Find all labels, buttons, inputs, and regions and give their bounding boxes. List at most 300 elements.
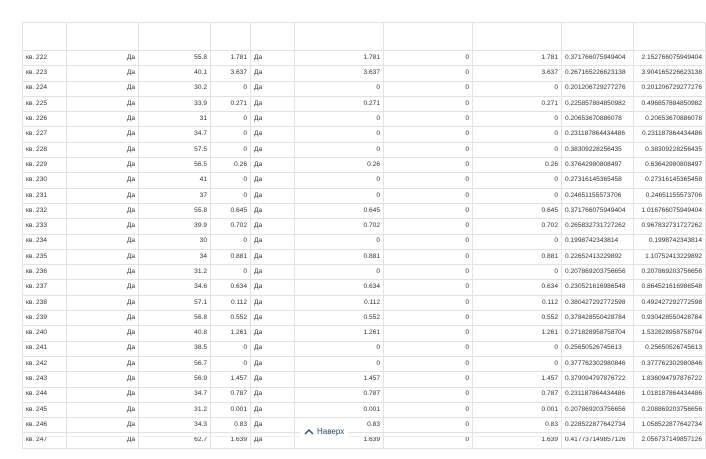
table-cell: Да: [251, 51, 295, 66]
table-cell: Да: [67, 173, 139, 188]
table-cell: 0.496857884850982: [634, 96, 706, 111]
table-cell: Да: [67, 112, 139, 127]
table-cell: кв. 230: [23, 173, 67, 188]
table-cell: 0: [295, 127, 384, 142]
table-row: [23, 96, 706, 111]
table-cell: 0: [473, 356, 562, 371]
table-cell: 0: [384, 234, 473, 249]
table-row: [23, 203, 706, 218]
table-cell: 0: [384, 372, 473, 387]
table-cell: Да: [67, 387, 139, 402]
scroll-to-top-button[interactable]: [300, 425, 348, 438]
table-cell: 0: [211, 112, 251, 127]
table-cell: 0.83: [211, 418, 251, 433]
table-cell: 1.261: [211, 326, 251, 341]
table-row: [23, 356, 706, 371]
table-cell: 0.26: [295, 158, 384, 173]
table-cell: кв. 244: [23, 387, 67, 402]
table-cell: 0: [384, 173, 473, 188]
table-cell: 34.7: [139, 387, 211, 402]
table-cell: 0: [295, 81, 384, 96]
table-cell: 0.231187864434486: [634, 127, 706, 142]
table-cell: 55.8: [139, 203, 211, 218]
table-cell: 0.20653670886078: [562, 112, 634, 127]
table-cell: 0.787: [295, 387, 384, 402]
table-cell: 2.056737149857126: [634, 433, 706, 448]
table-cell: 55.8: [139, 51, 211, 66]
table-cell: 0.25650526745613: [634, 341, 706, 356]
header-cell: [251, 23, 295, 51]
table-cell: 0: [295, 188, 384, 203]
table-row: [23, 280, 706, 295]
table-cell: 1.261: [295, 326, 384, 341]
header-cell: [139, 23, 211, 51]
table-cell: 0.265832731727262: [562, 219, 634, 234]
table-body: [23, 51, 706, 449]
table-cell: 0.1998742343814: [562, 234, 634, 249]
table-cell: 0.552: [211, 311, 251, 326]
table-row: [23, 219, 706, 234]
table-cell: 0.787: [211, 387, 251, 402]
table-row: [23, 112, 706, 127]
table-cell: 56.5: [139, 158, 211, 173]
table-cell: 0: [473, 234, 562, 249]
table-cell: кв. 232: [23, 203, 67, 218]
table-row: [23, 418, 706, 433]
table-cell: 0.379094797876722: [562, 372, 634, 387]
table-cell: 0.787: [473, 387, 562, 402]
table-cell: 1.781: [211, 51, 251, 66]
table-cell: 0: [473, 142, 562, 157]
table-cell: 0.271: [211, 96, 251, 111]
table-cell: 0.552: [473, 311, 562, 326]
table-cell: 0.001: [473, 402, 562, 417]
table-cell: кв. 243: [23, 372, 67, 387]
header-cell: [295, 23, 384, 51]
table-cell: кв. 247: [23, 433, 67, 448]
table-cell: 1.457: [473, 372, 562, 387]
table-cell: кв. 241: [23, 341, 67, 356]
table-cell: кв. 237: [23, 280, 67, 295]
table-cell: 0: [384, 158, 473, 173]
table-cell: 34.6: [139, 280, 211, 295]
table-cell: 56.9: [139, 372, 211, 387]
table-cell: 0.38309228256435: [634, 142, 706, 157]
table-cell: 0.230521616986548: [562, 280, 634, 295]
table-cell: 0: [384, 66, 473, 81]
table-cell: 57.5: [139, 142, 211, 157]
table-cell: 0.271: [473, 96, 562, 111]
table-cell: 0.26: [211, 158, 251, 173]
table-cell: 0.228522877642734: [562, 418, 634, 433]
table-cell: кв. 226: [23, 112, 67, 127]
data-table: [22, 22, 706, 449]
table-cell: 0: [384, 280, 473, 295]
table-cell: 38.5: [139, 341, 211, 356]
table-row: [23, 188, 706, 203]
table-cell: 3.637: [295, 66, 384, 81]
table-cell: 0: [384, 311, 473, 326]
table-cell: 0.225857884850982: [562, 96, 634, 111]
table-row: [23, 158, 706, 173]
table-cell: 0: [211, 142, 251, 157]
table-cell: Да: [251, 112, 295, 127]
table-cell: 0.702: [295, 219, 384, 234]
table-cell: 34.7: [139, 127, 211, 142]
table-cell: 0: [384, 402, 473, 417]
table-cell: 0: [473, 265, 562, 280]
table-cell: 0: [211, 81, 251, 96]
table-row: [23, 173, 706, 188]
table-cell: 0.001: [211, 402, 251, 417]
table-cell: 31.2: [139, 402, 211, 417]
table-cell: 40.8: [139, 326, 211, 341]
table-cell: Да: [251, 249, 295, 264]
table-cell: кв. 239: [23, 311, 67, 326]
table-cell: кв. 242: [23, 356, 67, 371]
table-cell: 1.639: [211, 433, 251, 448]
table-cell: кв. 225: [23, 96, 67, 111]
table-cell: кв. 228: [23, 142, 67, 157]
table-cell: кв. 227: [23, 127, 67, 142]
table-cell: 56.8: [139, 311, 211, 326]
table-cell: 1.532828958758704: [634, 326, 706, 341]
table-cell: Да: [67, 418, 139, 433]
table-cell: 0.267165226623138: [562, 66, 634, 81]
table-row: [23, 249, 706, 264]
table-cell: 30.2: [139, 81, 211, 96]
table-cell: 0: [211, 173, 251, 188]
table-cell: 0: [384, 249, 473, 264]
table-cell: Да: [251, 203, 295, 218]
table-cell: Да: [67, 311, 139, 326]
table-row: [23, 265, 706, 280]
table-cell: 0.380427292772598: [562, 295, 634, 310]
table-cell: 0.702: [211, 219, 251, 234]
table-row: [23, 234, 706, 249]
table-cell: 0: [384, 356, 473, 371]
table-cell: 0: [295, 356, 384, 371]
table-cell: Да: [251, 356, 295, 371]
table-cell: 3.637: [473, 66, 562, 81]
table-row: [23, 402, 706, 417]
table-cell: 0.417737149857126: [562, 433, 634, 448]
table-cell: 1.261: [473, 326, 562, 341]
table-cell: 0.881: [473, 249, 562, 264]
table-row: [23, 66, 706, 81]
table-cell: 1.058522877642734: [634, 418, 706, 433]
table-cell: 0.27316145365458: [562, 173, 634, 188]
table-cell: 0.20653670886078: [634, 112, 706, 127]
table-cell: Да: [251, 234, 295, 249]
scroll-to-top-label: Наверх: [317, 427, 345, 436]
table-cell: 0: [211, 341, 251, 356]
table-cell: 0.645: [473, 203, 562, 218]
table-cell: 1.639: [473, 433, 562, 448]
table-cell: 0: [473, 341, 562, 356]
table-cell: 0.371766075949404: [562, 203, 634, 218]
table-cell: Да: [67, 142, 139, 157]
table-cell: Да: [251, 219, 295, 234]
table-cell: Да: [251, 295, 295, 310]
table-cell: 39.9: [139, 219, 211, 234]
table-cell: 0: [473, 112, 562, 127]
table-cell: кв. 238: [23, 295, 67, 310]
table-cell: 0: [384, 188, 473, 203]
table-cell: 37: [139, 188, 211, 203]
table-cell: 0.112: [473, 295, 562, 310]
table-cell: Да: [67, 51, 139, 66]
table-cell: 0.112: [211, 295, 251, 310]
table-cell: кв. 233: [23, 219, 67, 234]
table-cell: Да: [251, 402, 295, 417]
table-cell: 1.10752413229892: [634, 249, 706, 264]
table-cell: 34: [139, 249, 211, 264]
table-cell: 0.492427292772598: [634, 295, 706, 310]
table-cell: 0.881: [211, 249, 251, 264]
table-cell: 0.22652413229892: [562, 249, 634, 264]
table-cell: 0: [384, 295, 473, 310]
table-cell: Да: [251, 372, 295, 387]
table-cell: 56.7: [139, 356, 211, 371]
table-cell: 0.26: [473, 158, 562, 173]
table-cell: Да: [67, 326, 139, 341]
table-cell: 0: [384, 433, 473, 448]
table-cell: Да: [251, 311, 295, 326]
table-cell: 0: [295, 112, 384, 127]
table-cell: Да: [67, 356, 139, 371]
table-cell: 0.27316145365458: [634, 173, 706, 188]
table-cell: кв. 222: [23, 51, 67, 66]
table-cell: Да: [67, 295, 139, 310]
table-cell: 1.457: [211, 372, 251, 387]
table-cell: 31.2: [139, 265, 211, 280]
table-cell: Да: [251, 387, 295, 402]
table-cell: 1.457: [295, 372, 384, 387]
table-cell: 0.25650526745613: [562, 341, 634, 356]
table-cell: 0.634: [295, 280, 384, 295]
header-cell: [562, 23, 634, 51]
table-cell: 0: [295, 142, 384, 157]
table-row: [23, 142, 706, 157]
table-row: [23, 127, 706, 142]
table-cell: кв. 235: [23, 249, 67, 264]
table-cell: Да: [251, 173, 295, 188]
table-cell: 0: [211, 188, 251, 203]
table-cell: кв. 236: [23, 265, 67, 280]
table-cell: кв. 234: [23, 234, 67, 249]
table-cell: кв. 229: [23, 158, 67, 173]
table-cell: 0.881: [295, 249, 384, 264]
table-cell: Да: [67, 203, 139, 218]
table-cell: 0.63642980808497: [634, 158, 706, 173]
table-cell: 0.208869203756656: [634, 402, 706, 417]
table-cell: 0.552: [295, 311, 384, 326]
table-cell: 0: [473, 81, 562, 96]
table-cell: Да: [67, 66, 139, 81]
table-cell: 0: [384, 112, 473, 127]
table-cell: 1.781: [295, 51, 384, 66]
table-cell: 0.24651155573706: [562, 188, 634, 203]
table-row: [23, 295, 706, 310]
table-cell: Да: [67, 433, 139, 448]
table-cell: Да: [67, 188, 139, 203]
table-cell: Да: [67, 81, 139, 96]
table-cell: 3.637: [211, 66, 251, 81]
table-cell: 0.377762302980846: [562, 356, 634, 371]
table-cell: 0: [211, 234, 251, 249]
table-cell: 30: [139, 234, 211, 249]
table-cell: 0: [384, 418, 473, 433]
chevron-up-icon: [304, 428, 314, 436]
header-cell: [384, 23, 473, 51]
table-cell: 41: [139, 173, 211, 188]
table-cell: 0.645: [211, 203, 251, 218]
table-cell: 0: [384, 203, 473, 218]
table-cell: 0.371766075949404: [562, 51, 634, 66]
table-cell: Да: [67, 372, 139, 387]
table-cell: 3.904165226623138: [634, 66, 706, 81]
table-cell: 0: [295, 265, 384, 280]
header-cell: [211, 23, 251, 51]
table-cell: Да: [67, 265, 139, 280]
table-cell: 0: [384, 96, 473, 111]
table-cell: 0.634: [211, 280, 251, 295]
table-cell: Да: [251, 96, 295, 111]
table-cell: 0.83: [295, 418, 384, 433]
table-cell: Да: [67, 341, 139, 356]
table-cell: 0.24651155573706: [634, 188, 706, 203]
table-cell: Да: [67, 280, 139, 295]
table-cell: Да: [67, 158, 139, 173]
table-cell: 0: [295, 341, 384, 356]
table-cell: Да: [251, 265, 295, 280]
table-cell: 0: [473, 127, 562, 142]
table-cell: 0.37642980808497: [562, 158, 634, 173]
table-cell: Да: [251, 158, 295, 173]
table-cell: 0.201206729277276: [634, 81, 706, 96]
table-row: [23, 372, 706, 387]
header-cell: [634, 23, 706, 51]
table-cell: 0.967832731727262: [634, 219, 706, 234]
table-cell: Да: [67, 234, 139, 249]
table-cell: 0.207869203756656: [562, 402, 634, 417]
table-cell: 0.231187864434486: [562, 127, 634, 142]
table-row: [23, 311, 706, 326]
table-cell: кв. 224: [23, 81, 67, 96]
table-cell: 0.645: [295, 203, 384, 218]
table-cell: 0.930428550428784: [634, 311, 706, 326]
table-cell: 0: [384, 51, 473, 66]
table-cell: Да: [251, 433, 295, 448]
table-cell: 0.207869203756656: [634, 265, 706, 280]
table-cell: кв. 223: [23, 66, 67, 81]
table-cell: 0: [211, 265, 251, 280]
table-cell: 0.702: [473, 219, 562, 234]
table-cell: 0: [384, 127, 473, 142]
table-cell: 1.836094797876722: [634, 372, 706, 387]
header-cell: [473, 23, 562, 51]
table-header: [23, 23, 706, 51]
table-cell: Да: [251, 326, 295, 341]
table-cell: 0: [384, 219, 473, 234]
table-container[interactable]: [22, 22, 702, 444]
table-cell: Да: [67, 219, 139, 234]
table-cell: 0.207869203756656: [562, 265, 634, 280]
table-row: [23, 326, 706, 341]
table-cell: кв. 240: [23, 326, 67, 341]
table-cell: Да: [251, 81, 295, 96]
table-row: [23, 387, 706, 402]
table-cell: Да: [251, 280, 295, 295]
table-cell: 62.7: [139, 433, 211, 448]
table-cell: Да: [251, 418, 295, 433]
table-cell: кв. 245: [23, 402, 67, 417]
table-cell: 0.378428550428784: [562, 311, 634, 326]
header-cell: [23, 23, 67, 51]
table-row: [23, 81, 706, 96]
table-cell: 0: [295, 173, 384, 188]
table-cell: 57.1: [139, 295, 211, 310]
table-cell: Да: [251, 142, 295, 157]
table-cell: 0: [384, 265, 473, 280]
table-cell: Да: [251, 188, 295, 203]
table-cell: 1.016766075949404: [634, 203, 706, 218]
table-cell: 0.377762302980846: [634, 356, 706, 371]
table-cell: 0.38309228256435: [562, 142, 634, 157]
table-cell: кв. 231: [23, 188, 67, 203]
table-row: [23, 341, 706, 356]
table-cell: 0.271: [295, 96, 384, 111]
table-cell: кв. 246: [23, 418, 67, 433]
table-cell: Да: [251, 341, 295, 356]
table-cell: 0.271828958758704: [562, 326, 634, 341]
table-cell: 0: [384, 387, 473, 402]
table-cell: 0: [473, 173, 562, 188]
table-cell: 0.201206729277276: [562, 81, 634, 96]
table-cell: 0.864521616986548: [634, 280, 706, 295]
table-cell: Да: [67, 96, 139, 111]
table-cell: 40.1: [139, 66, 211, 81]
table-cell: 0.83: [473, 418, 562, 433]
table-cell: Да: [67, 249, 139, 264]
table-cell: Да: [251, 66, 295, 81]
table-cell: 34.3: [139, 418, 211, 433]
table-cell: 0: [295, 234, 384, 249]
table-cell: Да: [67, 127, 139, 142]
table-cell: 0: [384, 326, 473, 341]
table-cell: 0: [384, 81, 473, 96]
table-cell: 31: [139, 112, 211, 127]
table-cell: 1.018187864434486: [634, 387, 706, 402]
table-cell: 0: [473, 188, 562, 203]
table-cell: 1.639: [295, 433, 384, 448]
table-cell: Да: [251, 127, 295, 142]
table-cell: 0: [211, 127, 251, 142]
table-cell: 33.9: [139, 96, 211, 111]
table-cell: 0.231187864434486: [562, 387, 634, 402]
table-cell: 0.634: [473, 280, 562, 295]
table-cell: Да: [67, 402, 139, 417]
table-cell: 0: [384, 341, 473, 356]
table-cell: 1.781: [473, 51, 562, 66]
table-cell: 0: [211, 356, 251, 371]
table-cell: 2.152766075949404: [634, 51, 706, 66]
table-cell: 0.112: [295, 295, 384, 310]
header-cell: [67, 23, 139, 51]
table-cell: 0.1998742343814: [634, 234, 706, 249]
table-cell: 0.001: [295, 402, 384, 417]
